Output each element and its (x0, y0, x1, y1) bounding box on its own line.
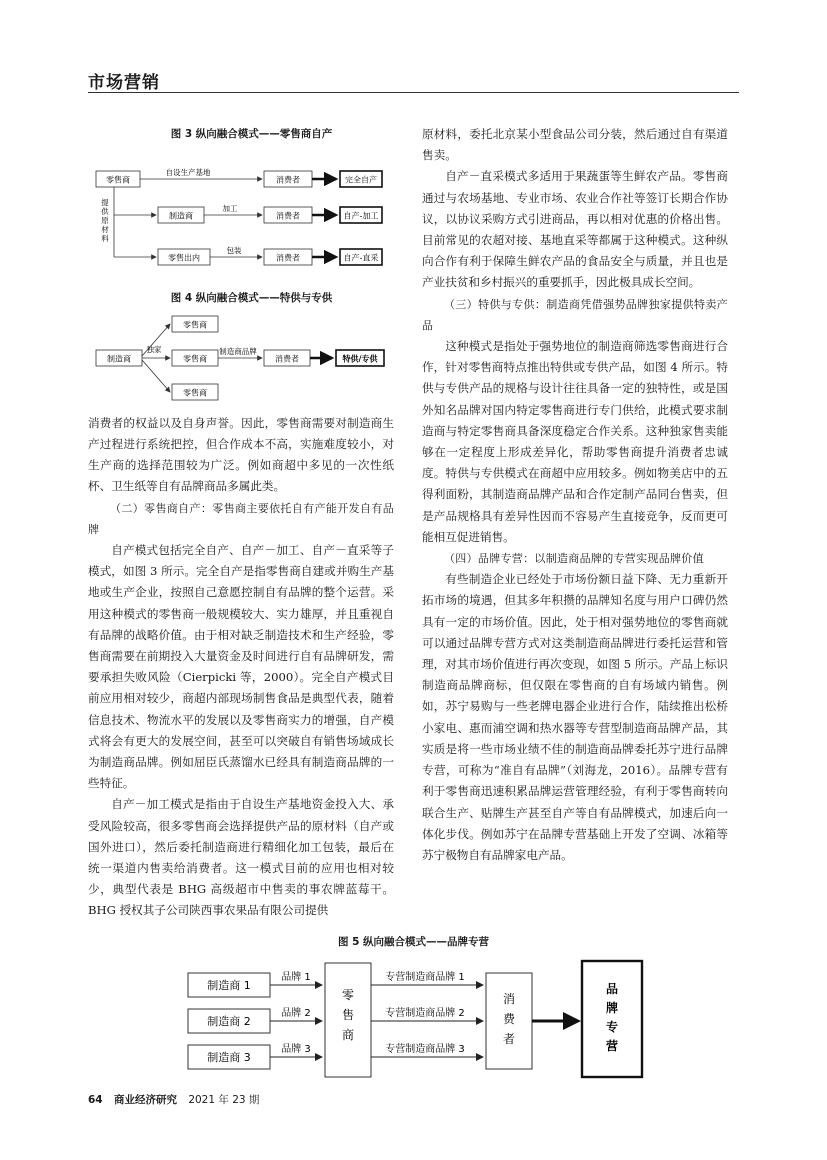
fig3-diagram (88, 145, 394, 273)
page-footer (88, 1092, 259, 1107)
fig5-channel-2: 专营制造商品牌 2 (385, 1008, 465, 1019)
result-label-1: 完全自产 (345, 175, 377, 185)
fig5-brand-2: 品牌 2 (281, 1008, 311, 1019)
fig5-channel-3: 专营制造商品牌 3 (385, 1044, 465, 1055)
right-column (422, 124, 728, 866)
consumer-label-3: 消费者 (276, 253, 300, 263)
issue-label: 2021 年 23 期 (188, 1094, 260, 1106)
left-subheading-2: （二）零售商自产：零售商主要依托自有产能开发自有品牌 (88, 501, 394, 536)
manufacturer-label: 制造商 (169, 211, 193, 221)
right-subheading-4: （四）品牌专营：以制造商品牌的专营实现品牌价值 (444, 552, 704, 566)
consumer-label-2: 消费者 (276, 211, 300, 221)
fig4-consumer-label: 消费者 (275, 354, 299, 364)
left-paragraph-3: 自产－加工模式是指由于自设生产基地资金投入大、承受风险较高，很多零售商会选择提供产品的原材料（自产或国外进口），然后委托制造商进行精细化加工包装，最后在统一渠道内售卖给消费者。这一模式目前的应用也相对较少，典型代表是 BHG 高级超市中售卖的事农牌蓝莓干。BHG 授权其子公司陕西事农果品有限公司提供 (88, 797, 394, 918)
right-paragraph-3: 这种模式是指处于强势地位的制造商筛选零售商进行合作，针对零售商特点推出特供或专供产品，如图 4 所示。特供与专供产品的规格与设计往往具备一定的独特性，或是国外知名品牌对国内特定零售商进行专门供给，此模式要求制造商与特定零售商具备深度稳定合作关系。这种独家售卖能够在一定程度上形成差异化，帮助零售商提升消费者忠诚度。特供与专供模式在商超中应用较多。例如物美店中的五得利面粉，其制造商品牌产品和合作定制产品同台售卖，但是产品规格具有差异性因而不容易产生直接竞争，反而更可能相互促进销售。 (422, 339, 728, 544)
fig5-result-label: 品牌专营 (605, 982, 619, 1053)
edge-brand: 制造商品牌 (219, 346, 257, 356)
fig4-result-label: 特供/专供 (342, 354, 378, 364)
header-rule (88, 92, 739, 93)
page-number: 64 (88, 1094, 103, 1106)
right-paragraph-2: 自产－直采模式多适用于果蔬蛋等生鲜农产品。零售商通过与农场基地、专业市场、农业合作社等签订长期合作协议，以协议采购方式引进商品，再以相对优惠的价格出售。目前常见的农超对接、基地直采等都属于这种模式。这种纵向合作有利于保障生鲜农产品的食品安全与质量，并且也是产业扶贫和乡村振兴的重要抓手，因此极具成长空间。 (422, 169, 728, 290)
right-subheading-3: （三）特供与专供：制造商凭借强势品牌独家提供特卖产品 (422, 297, 728, 332)
fig4-retailer-top-label: 零售商 (183, 320, 207, 330)
fig5-caption: 图 5 纵向融合模式——品牌专营 (337, 936, 490, 948)
section-title: 市场营销 (88, 73, 160, 93)
fig5-manufacturer-label-1: 制造商 1 (207, 979, 251, 992)
fig5-brand-3: 品牌 3 (281, 1044, 311, 1055)
fig5 (88, 934, 739, 1088)
result-label-2: 自产-加工 (343, 211, 379, 221)
fig5-manufacturer-label-2: 制造商 2 (207, 1015, 251, 1028)
fig5-diagram (88, 953, 739, 1083)
side-label: 提供原材料 (101, 198, 109, 244)
fig4-retailer-bottom-label: 零售商 (183, 388, 207, 398)
edge-exclusive: 独家 (146, 344, 162, 354)
fig4-caption: 图 4 纵向融合模式——特供与专供 (170, 292, 333, 305)
fig3-caption: 图 3 纵向融合模式——零售商自产 (170, 128, 333, 140)
fig4-retailer-mid-label: 零售商 (183, 354, 207, 364)
fig5-result-box (582, 961, 642, 1077)
right-paragraph-1: 原材料，委托北京某小型食品公司分装，然后通过自有渠道售卖。 (422, 127, 728, 163)
journal-name: 商业经济研究 (113, 1094, 177, 1106)
fig5-manufacturer-label-3: 制造商 3 (207, 1051, 251, 1064)
fig5-retailer-label: 零售商 (341, 988, 355, 1042)
left-paragraph-1: 消费者的权益以及自身声誉。因此，零售商需要对制造商生产过程进行系统把控，但合作成本不高，实施难度较小，对生产商的选择范围较为广泛。例如商超中多见的一次性纸杯、卫生纸等自有品牌商品多属此类。 (88, 415, 394, 494)
fig4-diagram (88, 310, 394, 402)
fig5-channel-1: 专营制造商品牌 1 (385, 972, 465, 983)
right-paragraph-4: 有些制造企业已经处于市场份额日益下降、无力重新开拓市场的境遇，但其多年积攒的品牌知名度与用户口碑仍然具有一定的市场价值。因此，处于相对强势地位的零售商就可以通过品牌专营方式对这类制造商品牌进行委托运营和管理，对其市场价值进行再次变现，如图 5 所示。产品上标识制造商品牌商标，但仅限在零售商的自有场域内销售。例如，苏宁易购与一些老牌电器企业进行合作，陆续推出松桥小家电、惠而浦空调和热水器等专营型制造商品牌产品，其实质是将一些市场业绩不佳的制造商品牌委托苏宁进行品牌专营，可称为“准自有品牌”（刘海龙，2016）。品牌专营有利于零售商迅速积累品牌运营管理经验，有利于零售商转向联合生产、贴牌生产甚至自产等自有品牌模式，加速后向一体化步伐。例如苏宁在品牌专营基础上开发了空调、冰箱等苏宁极物自有品牌家电产品。 (422, 572, 728, 862)
fig5-consumer-label: 消费者 (502, 992, 516, 1046)
result-label-3: 自产-直采 (343, 253, 379, 263)
edge-packaging: 包装 (226, 246, 242, 256)
edge-process: 加工 (222, 204, 238, 214)
wholesaler-label: 零售出内 (168, 253, 200, 263)
left-paragraph-2: 自产模式包括完全自产、自产－加工、自产－直采等子模式，如图 3 所示。完全自产是指零售商自建或并购生产基地或生产企业，按照自己意愿控制自有品牌的整个运营。采用这种模式的零售商一般规模较大、实力雄厚，并且重视自有品牌的战略价值。由于相对缺乏制造技术和生产经验，零售商需要在前期投入大量资金及时间进行自有品牌研发，需要承担失败风险（Cierpicki 等，2000）。完全自产模式目前应用相对较少，商超内部现场制售食品是典型代表，随着信息技术、物流水平的发展以及零售商实力的增强，自产模式将会有更大的发展空间，甚至可以突破自有销售场域成长为制造商品牌。例如屈臣氏蒸馏水已经具有制造商品牌的一些特征。 (88, 543, 394, 791)
left-column (88, 124, 394, 922)
consumer-label-1: 消费者 (276, 175, 300, 185)
retailer-label: 零售商 (106, 175, 130, 185)
edge-own-base: 自设生产基地 (165, 168, 211, 178)
fig5-brand-1: 品牌 1 (281, 972, 311, 983)
fig4-manufacturer-label: 制造商 (107, 354, 131, 364)
